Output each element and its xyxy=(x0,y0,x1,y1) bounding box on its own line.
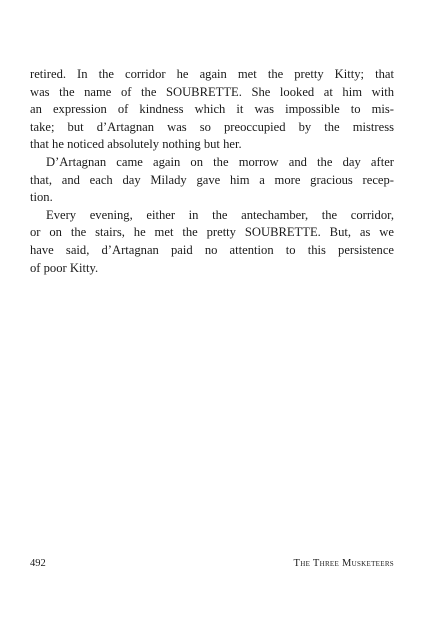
text-line: was the name of the SOUBRETTE. She looked at him with xyxy=(30,84,394,99)
text-line: that he noticed absolutely nothing but her. xyxy=(30,137,242,152)
paragraph xyxy=(30,154,394,207)
page-number: 492 xyxy=(30,558,46,569)
text-line: D’Artagnan came again on the morrow and the day after xyxy=(46,154,394,169)
text-line: take; but d’Artagnan was so preoccupied by the mistress xyxy=(30,119,394,134)
text-line: have said, d’Artagnan paid no attention to this persistence xyxy=(30,242,394,257)
text-line: of poor Kitty. xyxy=(30,260,99,275)
running-head: The Three Musketeers xyxy=(293,558,394,569)
page-footer xyxy=(30,556,394,572)
text-line: Every evening, either in the antechamber, the corridor, xyxy=(46,207,394,222)
paragraph xyxy=(30,207,394,277)
text-line: that, and each day Milady gave him a more gracious recep- xyxy=(30,172,394,187)
text-line: tion. xyxy=(30,190,53,205)
text-line: retired. In the corridor he again met the pretty Kitty; that xyxy=(30,67,394,81)
body-text xyxy=(30,66,394,277)
text-line: or on the stairs, he met the pretty SOUBRETTE. But, as we xyxy=(30,225,394,240)
paragraph xyxy=(30,66,394,154)
text-line: an expression of kindness which it was impossible to mis- xyxy=(30,102,394,117)
